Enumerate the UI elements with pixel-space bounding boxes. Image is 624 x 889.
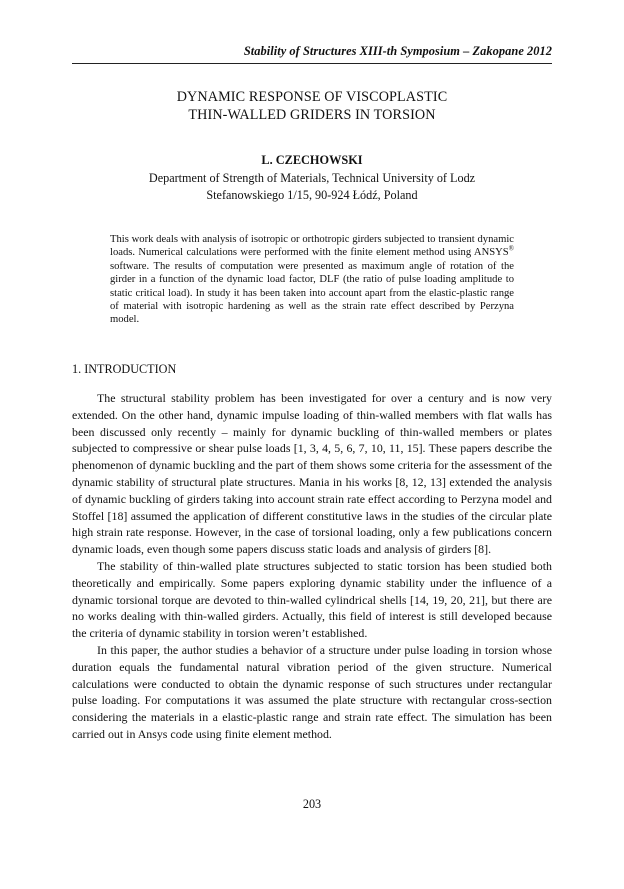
body-paragraph: In this paper, the author studies a behavior of a structure under pulse loading in torsion whose duration equals the fundamental natural vibration period of the given structure. Numerical calculations were conducted to obtain the dynamic response of such structures under rectangular pulse loading. For computations it was assumed the plate structure with rectangular cross-section considering the materials in a elastic-plastic range and strain rate effect. The simulation has been carried out in Ansys code using finite element method. [72,642,552,741]
affiliation-line-2: Stefanowskiego 1/15, 90-924 Łódź, Poland [206,188,418,202]
body-paragraph: The stability of thin-walled plate structures subjected to static torsion has been studied both theoretically and empirically. Some papers exploring dynamic stability under the influence of a dynamic torsional torque are devoted to thin-walled cylindrical shells [14, 19, 20, 21], but there are no works dealing with thin-walled girders. Actually, this field of interest is still developed because the criteria of dynamic stability in torsion weren’t established. [72,558,552,641]
abstract [110,233,514,327]
abstract-text-end: software. The results of computation were presented as maximum angle of rotation of the girder in a function of the dynamic load factor, DLF (the ratio of pulse loading amplitude to static critical load). In study it has been taken into account apart from the elastic-plastic range of material with isotropic hardening as well as the strain rate effect described by Perzyna model. [110,260,514,326]
body-paragraph: The structural stability problem has been investigated for over a century and is now very extended. On the other hand, dynamic impulse loading of thin-walled members with flat walls has been discussed only recently – mainly for dynamic buckling of thin-walled members or plates subjected to compressive or shear pulse loads [1, 3, 4, 5, 6, 7, 10, 11, 15]. These papers describe the phenomenon of dynamic buckling and the part of them shows some criteria for the assessment of the dynamic stability of structural plate structures. Mania in his works [8, 12, 13] extended the analysis of dynamic buckling of girders taking into account strain rate effect according to Perzyna model and Stoffel [18] assumed the application of different constitutive laws in the studies of the circular plate high strain rate response. However, in the case of torsional loading, only a few publications concern dynamic loads, even though some papers discuss static loads and analysis of girders [8]. [72,391,552,557]
author-affiliation [72,170,552,204]
header-rule [72,63,552,64]
author-name: L. CZECHOWSKI [261,153,363,167]
body-text [72,390,552,743]
page-number: 203 [302,797,322,811]
paper-title-line-2: THIN-WALLED GRIDERS IN TORSION [188,107,436,123]
registered-mark: ® [508,244,514,253]
section-heading-introduction: 1. INTRODUCTION [72,362,177,376]
running-header: Stability of Structures XIII-th Symposium – Zakopane 2012 [243,44,552,58]
abstract-text-start: This work deals with analysis of isotropic or orthotropic girders subjected to transient dynamic loads. Numerical calculations were performed with the finite element method using ANSYS [110,234,514,259]
paper-title-line-1: DYNAMIC RESPONSE OF VISCOPLASTIC [176,89,448,105]
affiliation-line-1: Department of Strength of Materials, Technical University of Lodz [148,171,476,185]
paper-title [72,88,552,124]
